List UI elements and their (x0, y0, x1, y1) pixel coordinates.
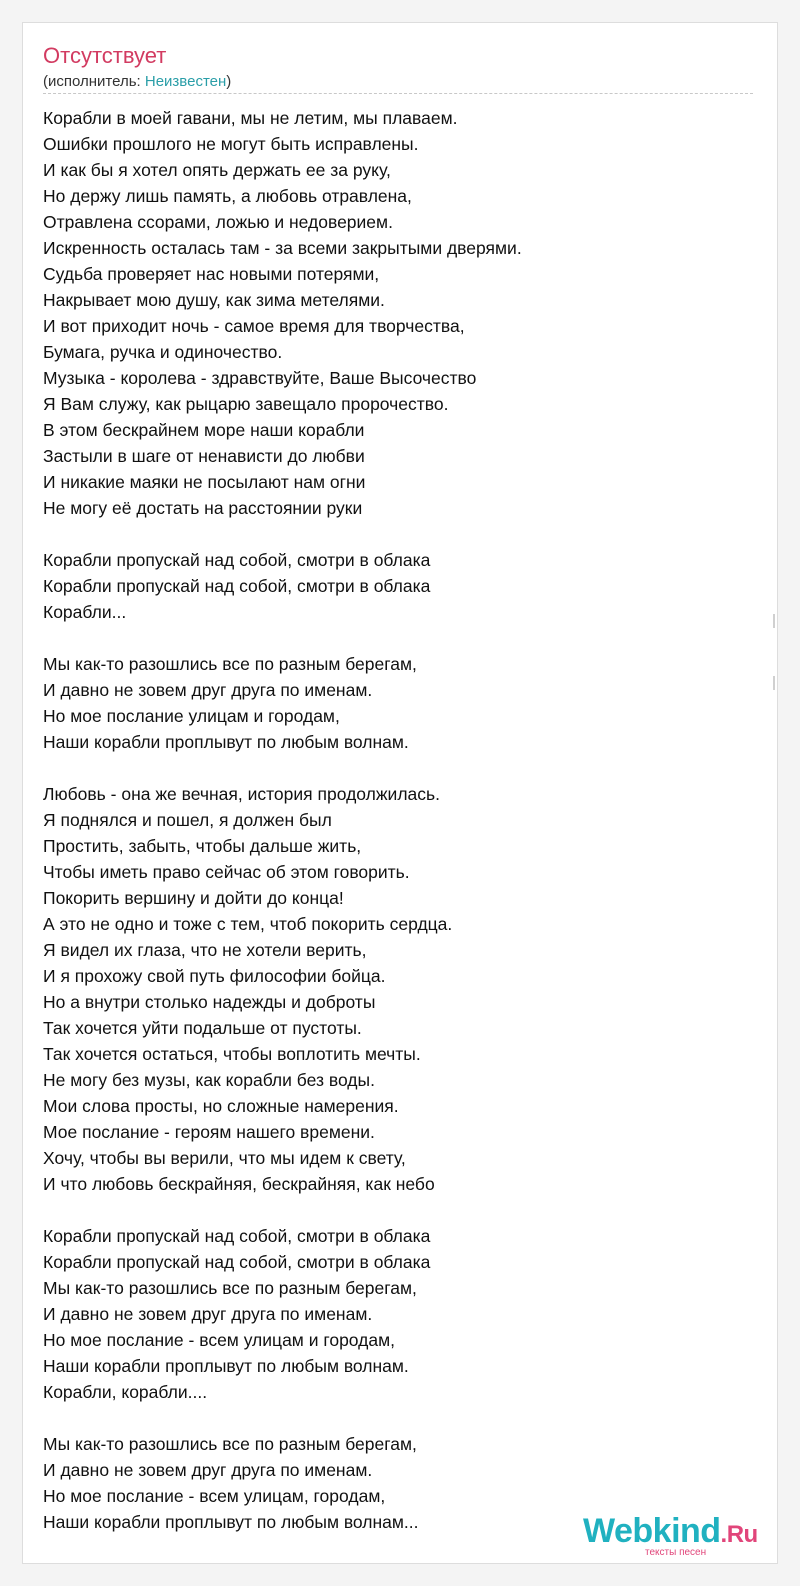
lyrics-line: Не могу без музы, как корабли без воды. (43, 1070, 375, 1090)
lyrics-line: И давно не зовем друг друга по именам. (43, 1460, 373, 1480)
lyrics-line: Отравлена ссорами, ложью и недоверием. (43, 212, 393, 232)
lyrics-line: Чтобы иметь право сейчас об этом говорить. (43, 862, 410, 882)
lyrics-line: Искренность осталась там - за всеми закрытыми дверями. (43, 238, 522, 258)
lyrics-line: Я Вам служу, как рыцарю завещало пророчество. (43, 394, 449, 414)
lyrics-line: Корабли пропускай над собой, смотри в облака (43, 550, 431, 570)
lyrics-line: Любовь - она же вечная, история продолжилась. (43, 784, 440, 804)
lyrics-blank-line (43, 755, 753, 781)
lyrics-line: Мои слова просты, но сложные намерения. (43, 1096, 399, 1116)
lyrics-line: Корабли пропускай над собой, смотри в облака (43, 1226, 431, 1246)
lyrics-line: Наши корабли проплывут по любым волнам... (43, 1512, 419, 1532)
lyrics-line: И я прохожу свой путь философии бойца. (43, 966, 386, 986)
lyrics-line: Я видел их глаза, что не хотели верить, (43, 940, 367, 960)
lyrics-line: Ошибки прошлого не могут быть исправлены. (43, 134, 419, 154)
lyrics-line: Мое послание - героям нашего времени. (43, 1122, 375, 1142)
lyrics-line: Но держу лишь память, а любовь отравлена, (43, 186, 412, 206)
lyrics-line: Музыка - королева - здравствуйте, Ваше Высочество (43, 368, 477, 388)
lyrics-line: И давно не зовем друг друга по именам. (43, 1304, 373, 1324)
lyrics-line: Но а внутри столько надежды и доброты (43, 992, 376, 1012)
lyrics-line: Я поднялся и пошел, я должен был (43, 810, 332, 830)
scroll-edge-mark (773, 676, 775, 690)
artist-prefix: (исполнитель: (43, 73, 145, 90)
logo-brand: Webkind (583, 1512, 721, 1550)
logo-tld: .Ru (720, 1521, 758, 1548)
title-divider (43, 93, 753, 94)
lyrics-line: И вот приходит ночь - самое время для творчества, (43, 316, 465, 336)
lyrics-line: Покорить вершину и дойти до конца! (43, 888, 344, 908)
lyrics-line: Но мое послание улицам и городам, (43, 706, 340, 726)
lyrics-line: Корабли пропускай над собой, смотри в облака (43, 576, 431, 596)
lyrics-line: Но мое послание - всем улицам, городам, (43, 1486, 386, 1506)
lyrics-line: И что любовь бескрайняя, бескрайняя, как небо (43, 1174, 435, 1194)
lyrics-blank-line (43, 1197, 753, 1223)
lyrics-line: Простить, забыть, чтобы дальше жить, (43, 836, 362, 856)
lyrics-line: Мы как-то разошлись все по разным берегам, (43, 654, 417, 674)
lyrics-line: Корабли в моей гавани, мы не летим, мы плаваем. (43, 108, 458, 128)
lyrics-line: В этом бескрайнем море наши корабли (43, 420, 365, 440)
lyrics-text (43, 105, 753, 1535)
lyrics-line: Хочу, чтобы вы верили, что мы идем к свету, (43, 1148, 406, 1168)
scroll-edge-mark (773, 614, 775, 628)
lyrics-line: Корабли пропускай над собой, смотри в облака (43, 1252, 431, 1272)
lyrics-line: Наши корабли проплывут по любым волнам. (43, 1356, 409, 1376)
lyrics-line: Застыли в шаге от ненависти до любви (43, 446, 365, 466)
artist-line (43, 73, 231, 91)
lyrics-line: Но мое послание - всем улицам и городам, (43, 1330, 395, 1350)
lyrics-line: А это не одно и тоже с тем, чтоб покорить сердца. (43, 914, 453, 934)
lyrics-line: Бумага, ручка и одиночество. (43, 342, 283, 362)
webkind-logo (583, 1512, 773, 1560)
lyrics-line: Судьба проверяет нас новыми потерями, (43, 264, 380, 284)
lyrics-line: Так хочется остаться, чтобы воплотить мечты. (43, 1044, 421, 1064)
lyrics-line: Мы как-то разошлись все по разным берегам, (43, 1278, 417, 1298)
lyrics-line: Корабли, корабли.... (43, 1382, 208, 1402)
lyrics-line: Так хочется уйти подальше от пустоты. (43, 1018, 362, 1038)
lyrics-line: И как бы я хотел опять держать ее за руку, (43, 160, 391, 180)
lyrics-line: Корабли... (43, 602, 127, 622)
lyrics-line: Не могу её достать на расстоянии руки (43, 498, 363, 518)
lyrics-line: Накрывает мою душу, как зима метелями. (43, 290, 385, 310)
song-title: Отсутствует (43, 43, 167, 68)
lyrics-blank-line (43, 521, 753, 547)
lyrics-blank-line (43, 1405, 753, 1431)
lyrics-line: Мы как-то разошлись все по разным берегам, (43, 1434, 417, 1454)
lyrics-card (22, 22, 778, 1564)
lyrics-line: И давно не зовем друг друга по именам. (43, 680, 373, 700)
logo-tagline: тексты песен (645, 1547, 707, 1558)
lyrics-line: И никакие маяки не посылают нам огни (43, 472, 366, 492)
lyrics-blank-line (43, 625, 753, 651)
artist-link[interactable]: Неизвестен (144, 73, 227, 90)
lyrics-line: Наши корабли проплывут по любым волнам. (43, 732, 409, 752)
artist-suffix: ) (226, 73, 232, 90)
